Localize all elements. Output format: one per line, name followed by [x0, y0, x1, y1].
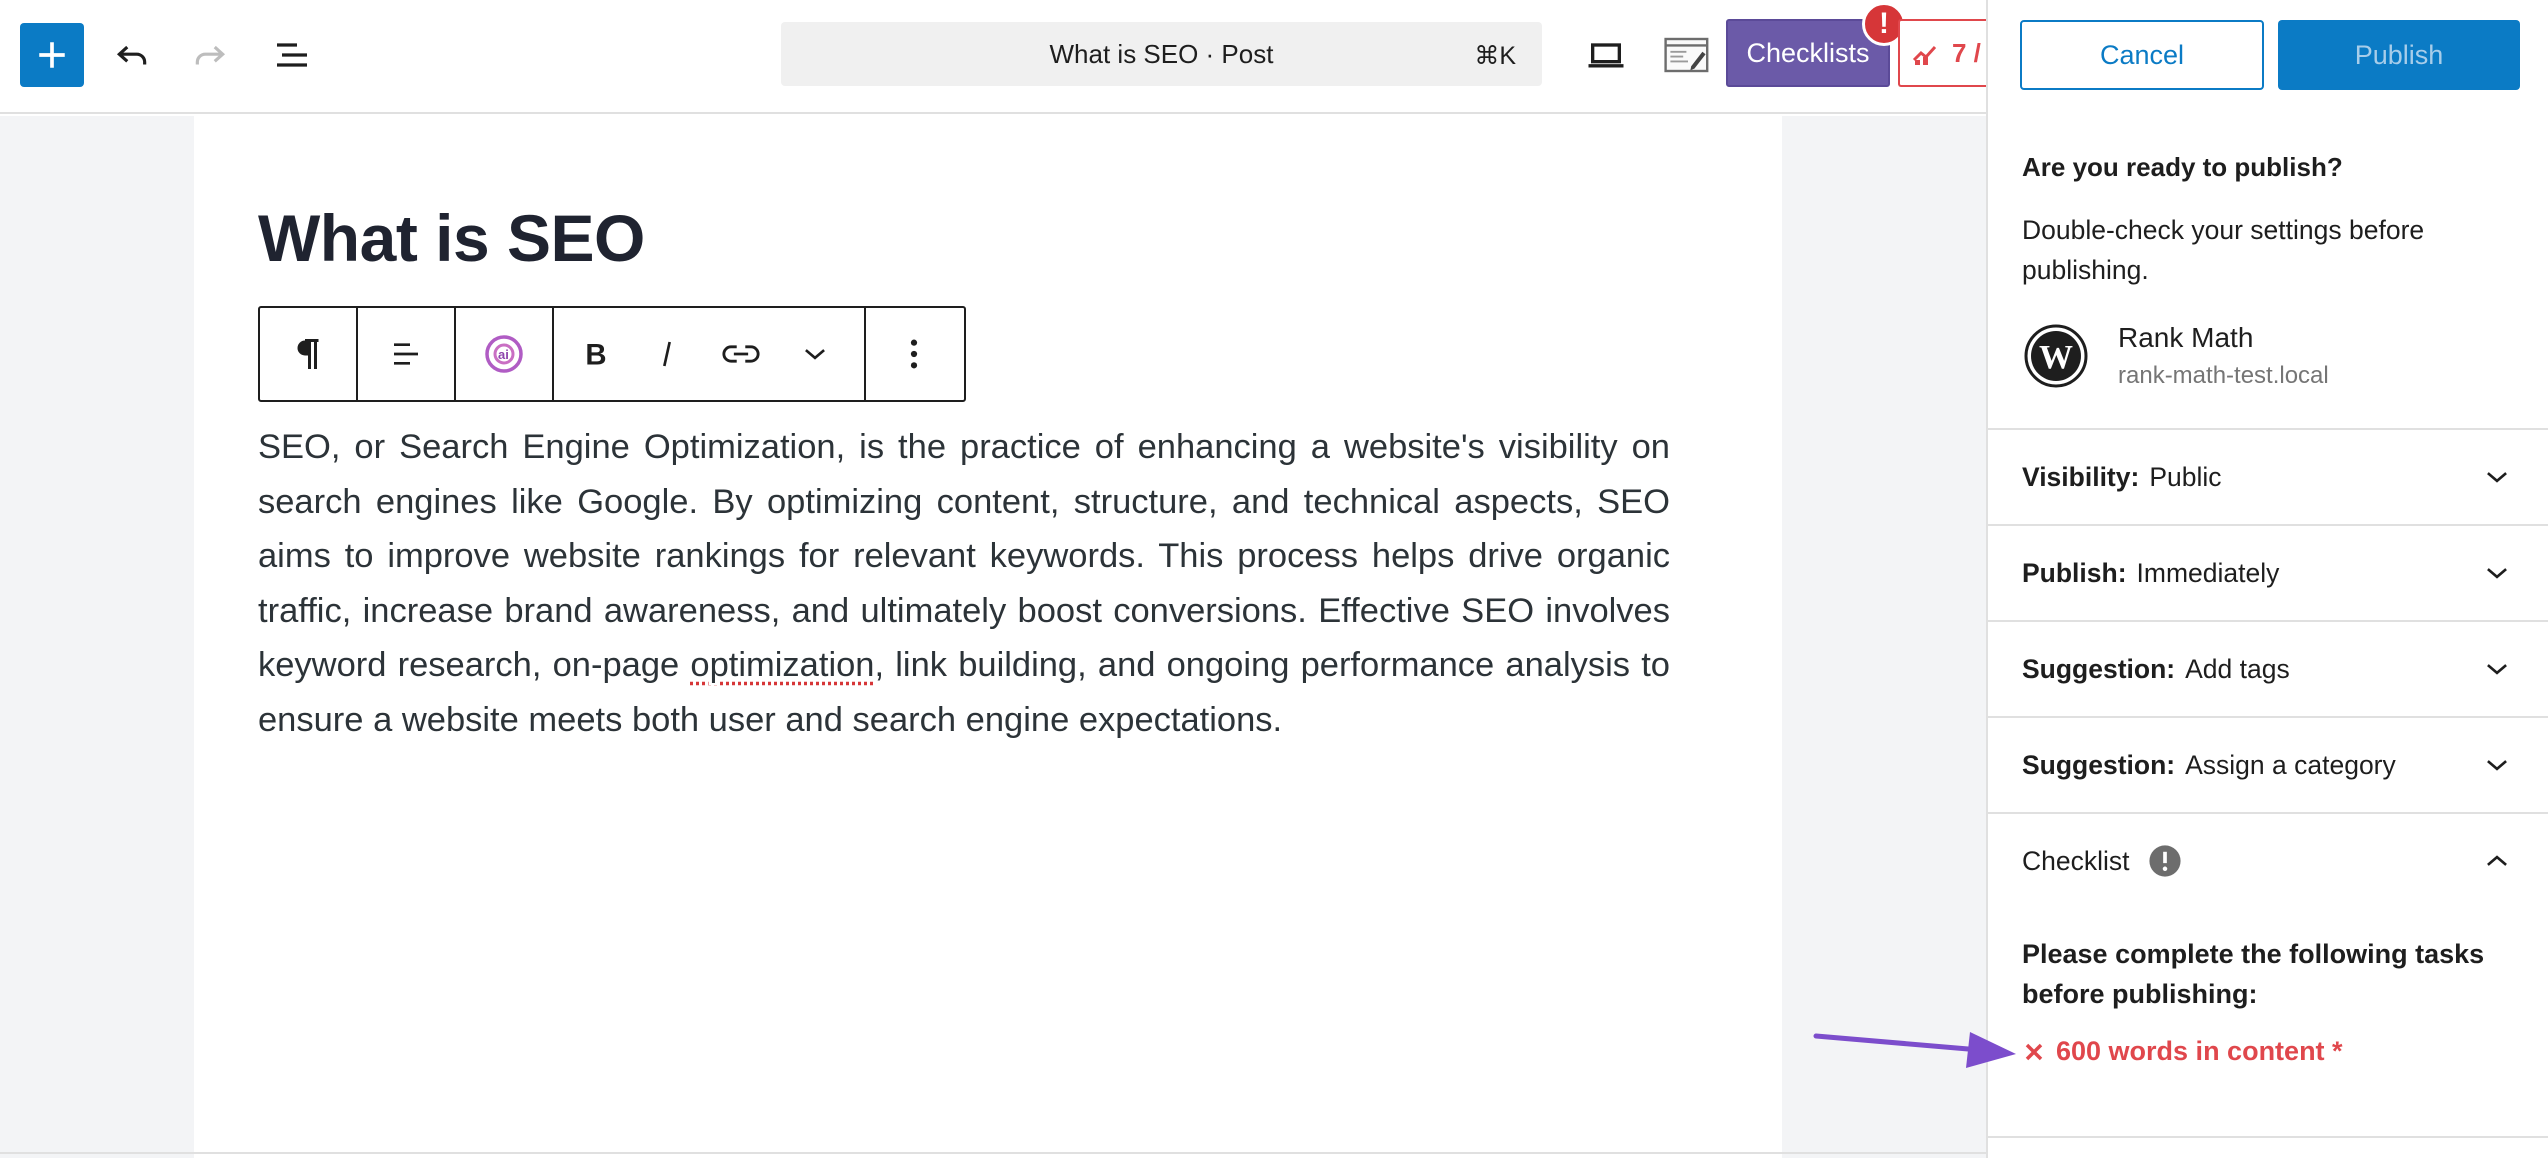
suggestion-category-row[interactable] [1988, 716, 2548, 812]
undo-icon [113, 36, 151, 74]
rank-math-score-button[interactable] [1898, 19, 1998, 87]
editor-top-toolbar [0, 0, 1988, 114]
chevron-down-icon [2484, 754, 2510, 776]
publish-button[interactable]: Publish [2278, 20, 2520, 90]
bold-icon [582, 338, 610, 370]
document-overview-button[interactable] [260, 23, 324, 87]
ai-icon [484, 334, 524, 374]
undo-button[interactable] [100, 23, 164, 87]
command-palette-bar[interactable] [781, 22, 1542, 86]
checklist-label: Checklist [2022, 845, 2130, 876]
add-block-button[interactable] [20, 23, 84, 87]
content-ai-button[interactable] [456, 308, 552, 400]
pre-publish-panel [1986, 0, 2548, 1158]
seo-score-text: 7 / [1952, 37, 1981, 68]
chevron-down-icon [2484, 562, 2510, 584]
site-url: rank-math-test.local [2118, 362, 2329, 389]
block-type-group [260, 308, 358, 400]
chevron-down-icon [802, 344, 828, 364]
edit-page-icon [1664, 35, 1712, 75]
chevron-down-icon [2484, 658, 2510, 680]
warning-icon [2148, 844, 2182, 878]
bold-button[interactable] [562, 308, 630, 400]
visibility-value: Public [2149, 461, 2222, 492]
checklists-label: Checklists [1746, 37, 1870, 68]
paragraph-block-button[interactable] [260, 308, 356, 400]
checklist-warning-badge: ! [1862, 2, 1906, 46]
paragraph-text-end: , link building, and ongoing performance analysis to ensure a website meets both user and search engine expectations. [258, 646, 1670, 739]
shortcut-hint: ⌘K [1474, 42, 1516, 70]
checklist-row[interactable] [1988, 812, 2548, 908]
publish-date-row[interactable] [1988, 524, 2548, 620]
block-toolbar [258, 306, 966, 402]
cancel-button[interactable]: Cancel [2020, 20, 2264, 90]
canvas-bottom-divider [0, 1152, 1988, 1154]
preview-button[interactable] [1574, 23, 1638, 87]
suggestion-label: Suggestion: [2022, 653, 2176, 684]
svg-text:ai: ai [498, 347, 509, 362]
options-group [866, 308, 962, 400]
link-button[interactable] [704, 308, 778, 400]
paragraph-block[interactable] [258, 420, 1670, 747]
misspelled-word: optimization [690, 646, 875, 684]
align-text-button[interactable] [358, 308, 454, 400]
plus-icon [35, 38, 69, 72]
visibility-row[interactable] [1988, 428, 2548, 524]
checklist-item-word-count [2022, 1036, 2343, 1067]
desktop-preview-icon [1586, 35, 1626, 75]
annotation-arrow-icon [1810, 1022, 2030, 1082]
suggestion-label: Suggestion: [2022, 749, 2176, 780]
ready-to-publish-title: Are you ready to publish? [2022, 152, 2343, 182]
checklist-item-text: 600 words in content * [2056, 1036, 2343, 1066]
document-title-label: What is SEO · Post [1049, 38, 1274, 69]
link-icon [721, 338, 761, 370]
post-title[interactable]: What is SEO [258, 201, 645, 275]
ai-group [456, 308, 554, 400]
redo-button[interactable] [178, 23, 242, 87]
italic-icon [657, 338, 677, 370]
rank-math-logo-icon [1912, 40, 1942, 66]
suggestion-category-value: Assign a category [2185, 749, 2396, 780]
paragraph-text-start: SEO, or Search Engine Optimization, is the practice of enhancing a website's visibility on search engines like Google. By optimizing content, structure, and technical aspects, SEO aims to improve website rankings for relevant keywords. This process helps drive organic traffic, increase brand awareness, and ultimately boost conversions. Effective SEO involves keyword research, on-page [258, 428, 1670, 684]
publish-label: Publish: [2022, 557, 2127, 588]
more-formatting-button[interactable] [778, 308, 852, 400]
format-group [554, 308, 866, 400]
publish-value: Immediately [2136, 557, 2280, 588]
ready-to-publish-description: Double-check your settings before publishing. [2022, 215, 2425, 285]
more-options-icon [909, 337, 919, 371]
panel-bottom-divider [1988, 1136, 2548, 1138]
classic-editor-button[interactable] [1656, 23, 1720, 87]
paragraph-icon [293, 336, 323, 372]
wordpress-logo-icon [2024, 324, 2088, 388]
align-group [358, 308, 456, 400]
chevron-down-icon [2484, 466, 2510, 488]
checklist-heading: Please complete the following tasks before publishing: [2022, 939, 2485, 1009]
align-left-icon [388, 338, 424, 370]
visibility-label: Visibility: [2022, 461, 2140, 492]
chevron-up-icon [2484, 850, 2510, 872]
list-view-icon [272, 35, 312, 75]
panel-header [1988, 0, 2548, 114]
svg-text:W: W [2039, 339, 2073, 376]
site-name: Rank Math [2118, 322, 2254, 353]
block-options-button[interactable] [866, 308, 962, 400]
italic-button[interactable] [630, 308, 704, 400]
svg-text:B: B [585, 338, 607, 370]
redo-icon [191, 36, 229, 74]
suggestion-tags-value: Add tags [2185, 653, 2290, 684]
suggestion-tags-row[interactable] [1988, 620, 2548, 716]
